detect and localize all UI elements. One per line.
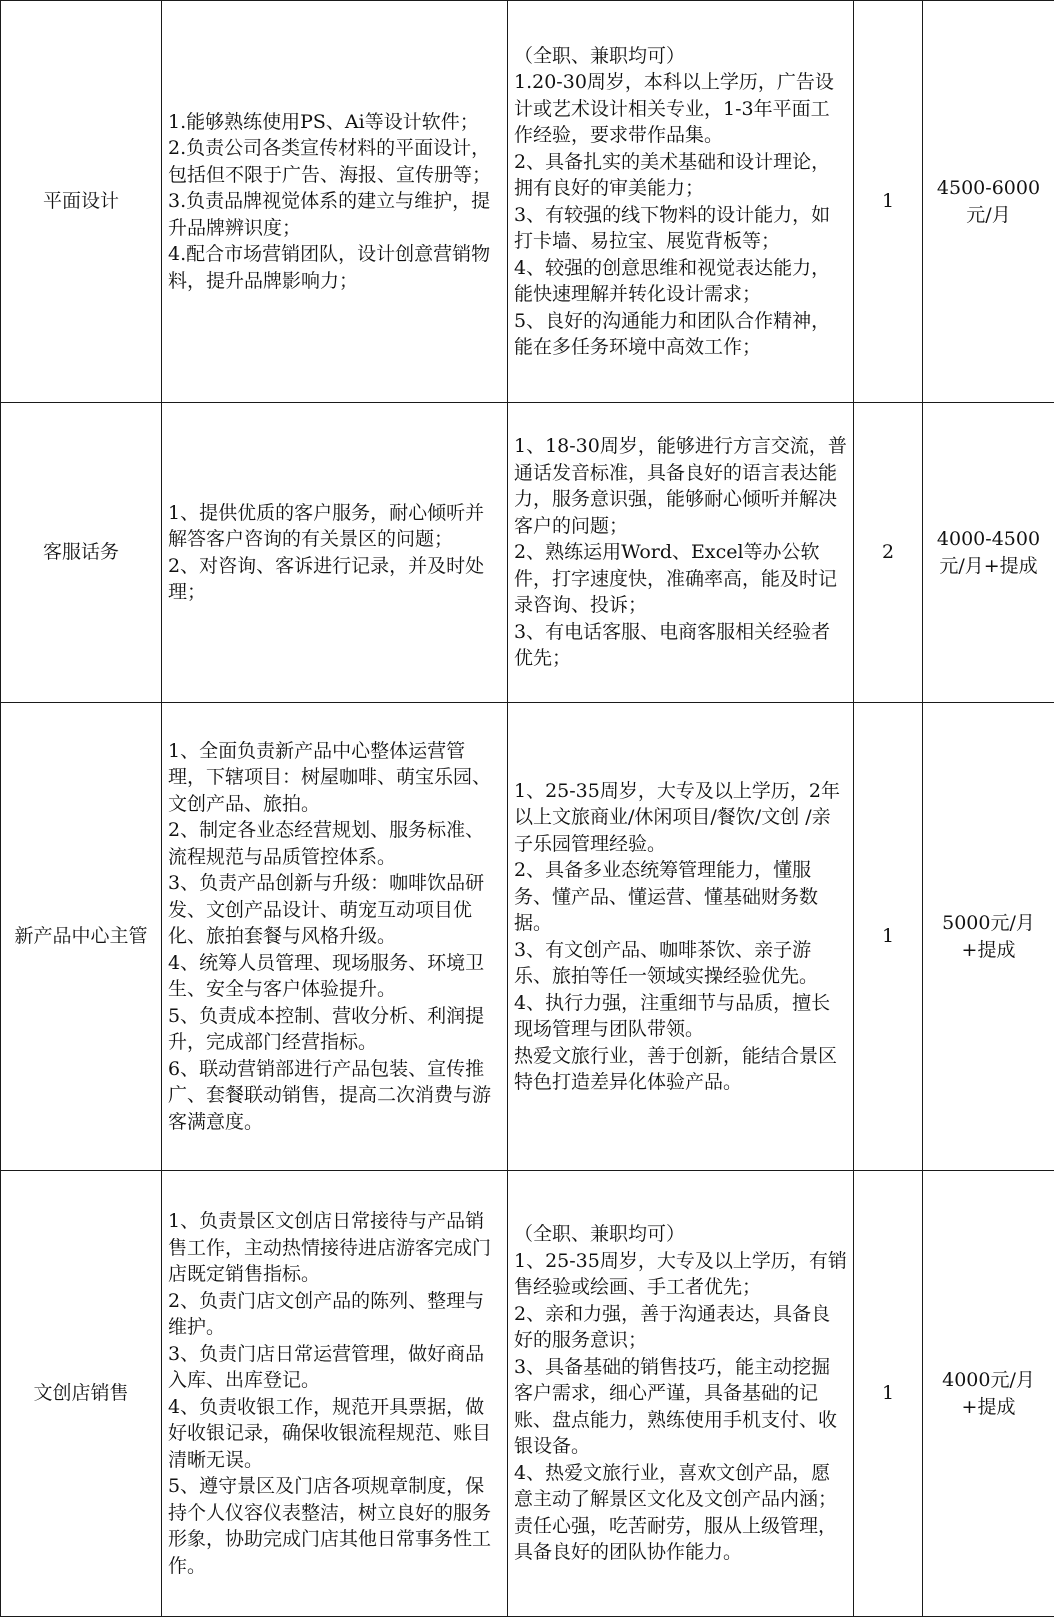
table-row xyxy=(1,1,1054,403)
duties-cell: 1、提供优质的客户服务，耐心倾听并解答客户咨询的有关景区的问题； 2、对咨询、客诉进行记录，并及时处理； xyxy=(162,403,508,703)
headcount-cell: 2 xyxy=(854,403,923,703)
salary-cell: 5000元/月 +提成 xyxy=(923,703,1054,1171)
requirements-cell: （全职、兼职均可） 1.20-30周岁，本科以上学历，广告设计或艺术设计相关专业，1-3年平面工作经验，要求带作品集。 2、具备扎实的美术基础和设计理论，拥有良好的审美能力； 3、有较强的线下物料的设计能力，如打卡墙、易拉宝、展览背板等； 4、较强的创意思维和视觉表达能力，能快速理解并转化设计需求； 5、良好的沟通能力和团队合作精神，能在多任务环境中高效工作； xyxy=(508,1,854,403)
duties-cell: 1、负责景区文创店日常接待与产品销售工作，主动热情接待进店游客完成门店既定销售指标。 2、负责门店文创产品的陈列、整理与维护。 3、负责门店日常运营管理，做好商品入库、出库登记。 4、负责收银工作，规范开具票据，做好收银记录，确保收银流程规范、账目清晰无误。 5、遵守景区及门店各项规章制度，保持个人仪容仪表整洁，树立良好的服务形象，协助完成门店其他日常事务性工作。 xyxy=(162,1171,508,1617)
requirements-cell: 1、25-35周岁，大专及以上学历，2年以上文旅商业/休闲项目/餐饮/文创 /亲子乐园管理经验。 2、具备多业态统筹管理能力，懂服务、懂产品、懂运营、懂基础财务数据。 3、有文创产品、咖啡茶饮、亲子游乐、旅拍等任一领域实操经验优先。 4、执行力强，注重细节与品质，擅长现场管理与团队带领。 热爱文旅行业，善于创新，能结合景区特色打造差异化体验产品。 xyxy=(508,703,854,1171)
position-cell: 平面设计 xyxy=(1,1,162,403)
duties-cell: 1.能够熟练使用PS、Ai等设计软件； 2.负责公司各类宣传材料的平面设计，包括但不限于广告、海报、宣传册等； 3.负责品牌视觉体系的建立与维护，提升品牌辨识度； 4.配合市场营销团队，设计创意营销物料，提升品牌影响力； xyxy=(162,1,508,403)
headcount-cell: 1 xyxy=(854,703,923,1171)
table-row xyxy=(1,1171,1054,1617)
salary-cell: 4500-6000元/月 xyxy=(923,1,1054,403)
table-row xyxy=(1,403,1054,703)
requirements-cell: （全职、兼职均可） 1、25-35周岁，大专及以上学历，有销售经验或绘画、手工者优先； 2、亲和力强，善于沟通表达，具备良好的服务意识； 3、具备基础的销售技巧，能主动挖掘客户需求，细心严谨，具备基础的记账、盘点能力，熟练使用手机支付、收银设备。 4、热爱文旅行业，喜欢文创产品，愿意主动了解景区文化及文创产品内涵；责任心强，吃苦耐劳，服从上级管理，具备良好的团队协作能力。 xyxy=(508,1171,854,1617)
position-cell: 客服话务 xyxy=(1,403,162,703)
salary-cell: 4000元/月 +提成 xyxy=(923,1171,1054,1617)
headcount-cell: 1 xyxy=(854,1171,923,1617)
position-cell: 新产品中心主管 xyxy=(1,703,162,1171)
requirements-cell: 1、18-30周岁，能够进行方言交流，普通话发音标准，具备良好的语言表达能力，服务意识强，能够耐心倾听并解决客户的问题； 2、熟练运用Word、Excel等办公软件，打字速度快，准确率高，能及时记录咨询、投诉； 3、有电话客服、电商客服相关经验者优先； xyxy=(508,403,854,703)
table-row xyxy=(1,703,1054,1171)
duties-cell: 1、全面负责新产品中心整体运营管理，下辖项目：树屋咖啡、萌宝乐园、文创产品、旅拍。 2、制定各业态经营规划、服务标准、流程规范与品质管控体系。 3、负责产品创新与升级：咖啡饮品研发、文创产品设计、萌宠互动项目优化、旅拍套餐与风格升级。 4、统筹人员管理、现场服务、环境卫生、安全与客户体验提升。 5、负责成本控制、营收分析、利润提升，完成部门经营指标。 6、联动营销部进行产品包装、宣传推广、套餐联动销售，提高二次消费与游客满意度。 xyxy=(162,703,508,1171)
salary-cell: 4000-4500元/月+提成 xyxy=(923,403,1054,703)
position-cell: 文创店销售 xyxy=(1,1171,162,1617)
headcount-cell: 1 xyxy=(854,1,923,403)
